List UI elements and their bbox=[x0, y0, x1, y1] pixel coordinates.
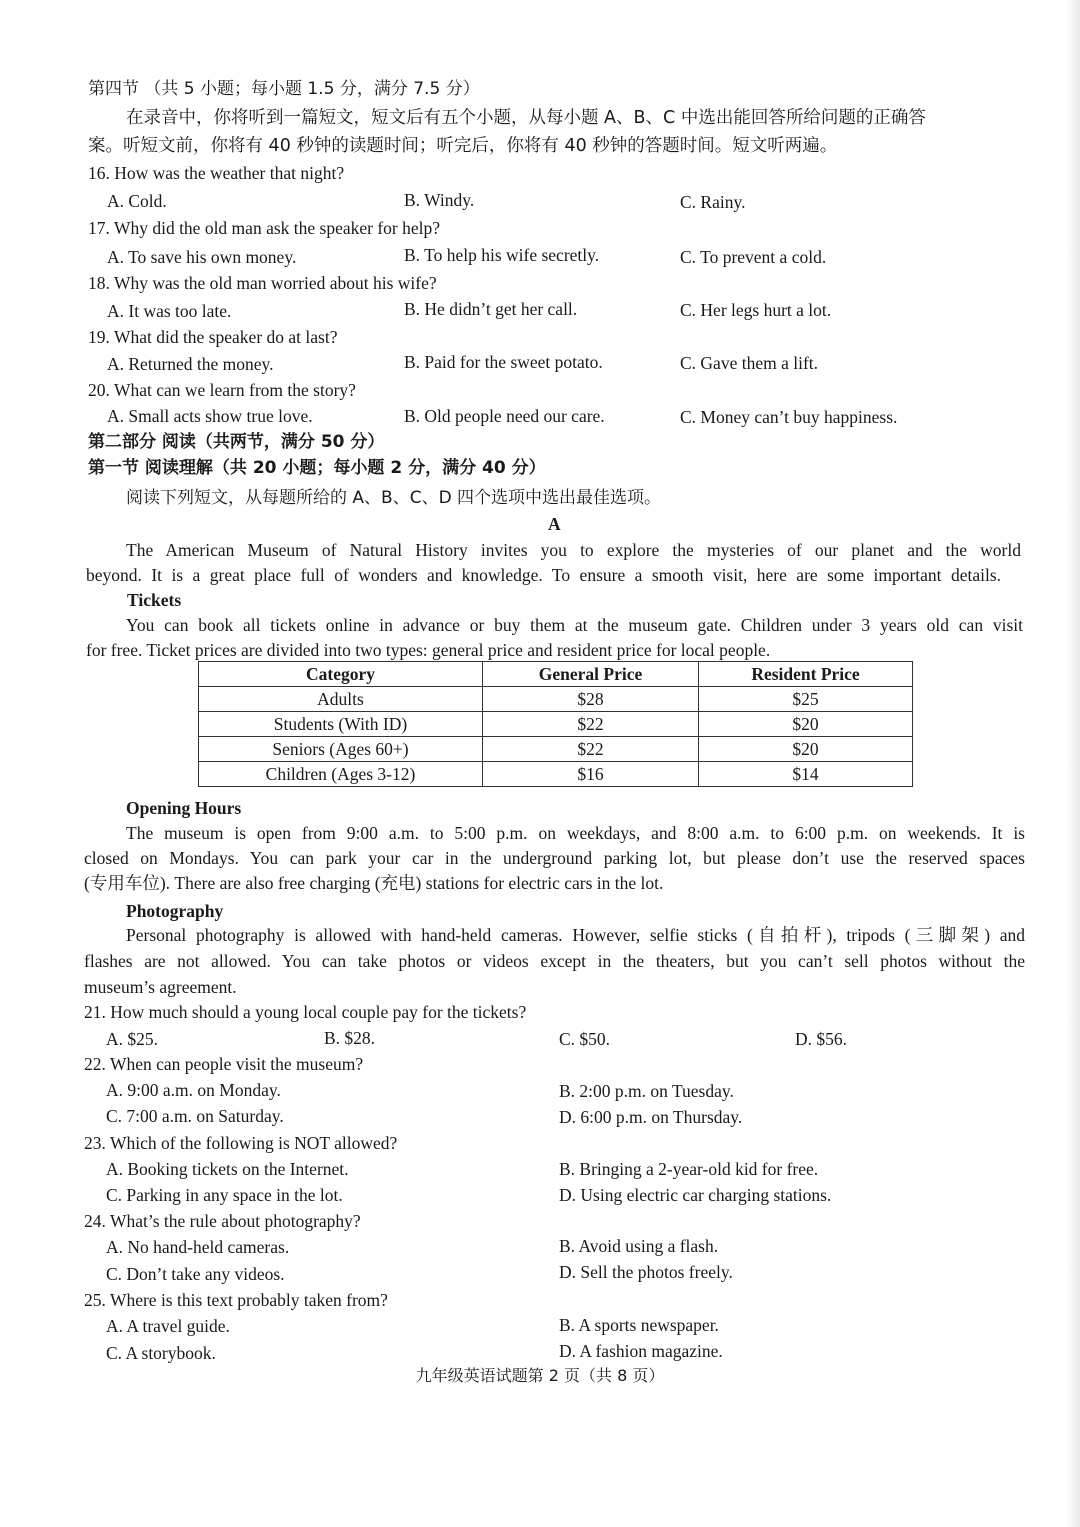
q18-option-c[interactable]: C. Her legs hurt a lot. bbox=[680, 300, 832, 320]
cell-general-price: $22 bbox=[483, 737, 699, 762]
question-22 bbox=[84, 1051, 363, 1077]
q25-option-b[interactable]: B. A sports newspaper. bbox=[559, 1315, 719, 1335]
q24-option-a[interactable]: A. No hand-held cameras. bbox=[106, 1237, 290, 1257]
q18-option-b[interactable]: B. He didn’t get her call. bbox=[404, 299, 578, 319]
table-row bbox=[199, 762, 913, 787]
table-row bbox=[199, 687, 913, 712]
intro-line2: beyond. It is a great place full of wonders and knowledge. To ensure a smooth visit, here are some important details. bbox=[86, 565, 1001, 585]
cell-resident-price: $20 bbox=[699, 712, 913, 737]
cell-category: Students (With ID) bbox=[199, 712, 483, 737]
passage-label: A bbox=[548, 514, 561, 534]
question-text: Why did the old man ask the speaker for help? bbox=[113, 218, 441, 238]
question-text: Why was the old man worried about his wife? bbox=[113, 273, 437, 293]
intro-line1: The American Museum of Natural History invites you to explore the mysteries of our planet and the world bbox=[126, 540, 1021, 560]
q17-option-a[interactable]: A. To save his own money. bbox=[107, 247, 297, 267]
q21-option-a[interactable]: A. $25. bbox=[106, 1029, 159, 1049]
cell-category: Children (Ages 3-12) bbox=[199, 762, 483, 787]
q22-option-b[interactable]: B. 2:00 p.m. on Tuesday. bbox=[559, 1081, 734, 1101]
question-23 bbox=[84, 1130, 397, 1156]
table-row bbox=[199, 712, 913, 737]
question-24 bbox=[84, 1208, 361, 1234]
hours-heading: Opening Hours bbox=[126, 798, 242, 818]
q22-option-c[interactable]: C. 7:00 a.m. on Saturday. bbox=[106, 1106, 284, 1126]
question-18 bbox=[88, 270, 437, 296]
cell-general-price: $22 bbox=[483, 712, 699, 737]
listening-instructions-line1: 在录音中，你将听到一篇短文，短文后有五个小题，从每小题 A、B、C 中选出能回答所给问题的正确答 bbox=[126, 108, 926, 128]
photo-line1: Personal photography is allowed with hand-held cameras. However, selfie sticks (自拍杆), tripods (三脚架) and bbox=[126, 925, 1025, 945]
cell-resident-price: $14 bbox=[699, 762, 913, 787]
question-number: 21. bbox=[84, 1002, 106, 1022]
cell-category: Seniors (Ages 60+) bbox=[199, 737, 483, 762]
question-number: 24. bbox=[84, 1211, 106, 1231]
q24-option-c[interactable]: C. Don’t take any videos. bbox=[106, 1264, 285, 1284]
question-text: What can we learn from the story? bbox=[113, 380, 356, 400]
q24-option-d[interactable]: D. Sell the photos freely. bbox=[559, 1262, 733, 1282]
q22-option-a[interactable]: A. 9:00 a.m. on Monday. bbox=[106, 1080, 281, 1100]
question-text: What’s the rule about photography? bbox=[109, 1211, 361, 1231]
question-number: 16. bbox=[88, 163, 110, 183]
cell-general-price: $16 bbox=[483, 762, 699, 787]
q20-option-b[interactable]: B. Old people need our care. bbox=[404, 406, 605, 426]
q19-option-c[interactable]: C. Gave them a lift. bbox=[680, 353, 819, 373]
tickets-line1: You can book all tickets online in advance or buy them at the museum gate. Children under 3 years old can visit bbox=[126, 615, 1023, 635]
table-row bbox=[199, 737, 913, 762]
question-number: 23. bbox=[84, 1133, 106, 1153]
listening-section-title: 第四节 （共 5 小题；每小题 1.5 分，满分 7.5 分） bbox=[88, 79, 480, 99]
question-number: 22. bbox=[84, 1054, 106, 1074]
q20-option-a[interactable]: A. Small acts show true love. bbox=[107, 406, 313, 426]
page-footer: 九年级英语试题第 2 页（共 8 页） bbox=[415, 1366, 665, 1385]
reading-instructions: 阅读下列短文，从每题所给的 A、B、C、D 四个选项中选出最佳选项。 bbox=[126, 488, 662, 508]
scan-edge-shadow bbox=[1066, 0, 1080, 1527]
question-number: 18. bbox=[88, 273, 110, 293]
q23-option-a[interactable]: A. Booking tickets on the Internet. bbox=[106, 1159, 349, 1179]
hours-line1: The museum is open from 9:00 a.m. to 5:00 p.m. on weekdays, and 8:00 a.m. to 6:00 p.m. on weekends. It is bbox=[126, 823, 1025, 843]
question-text: When can people visit the museum? bbox=[109, 1054, 364, 1074]
hours-line3: (专用车位). There are also free charging (充电) stations for electric cars in the lot. bbox=[84, 873, 664, 893]
question-21 bbox=[84, 999, 526, 1025]
reading-part-title: 第二部分 阅读（共两节，满分 50 分） bbox=[88, 432, 385, 452]
question-text: How was the weather that night? bbox=[114, 163, 345, 183]
q22-option-d[interactable]: D. 6:00 p.m. on Thursday. bbox=[559, 1107, 743, 1127]
q16-option-b[interactable]: B. Windy. bbox=[404, 190, 475, 210]
ticket-price-table bbox=[198, 661, 913, 787]
header-resident-price: Resident Price bbox=[699, 662, 913, 687]
q23-option-c[interactable]: C. Parking in any space in the lot. bbox=[106, 1185, 343, 1205]
cell-general-price: $28 bbox=[483, 687, 699, 712]
q21-option-d[interactable]: D. $56. bbox=[795, 1029, 848, 1049]
question-text: Where is this text probably taken from? bbox=[109, 1290, 388, 1310]
cell-category: Adults bbox=[199, 687, 483, 712]
hours-line2: closed on Mondays. You can park your car in the underground parking lot, but please don’t use the reserved spaces bbox=[84, 848, 1025, 868]
tickets-heading: Tickets bbox=[127, 590, 182, 610]
header-general-price: General Price bbox=[483, 662, 699, 687]
q20-option-c[interactable]: C. Money can’t buy happiness. bbox=[680, 407, 898, 427]
q25-option-d[interactable]: D. A fashion magazine. bbox=[559, 1341, 723, 1361]
q16-option-c[interactable]: C. Rainy. bbox=[680, 192, 746, 212]
q25-option-a[interactable]: A. A travel guide. bbox=[106, 1316, 230, 1336]
q17-option-b[interactable]: B. To help his wife secretly. bbox=[404, 245, 600, 265]
question-19 bbox=[88, 324, 337, 350]
photo-line3: museum’s agreement. bbox=[84, 977, 237, 997]
q16-option-a[interactable]: A. Cold. bbox=[107, 191, 167, 211]
reading-section-title: 第一节 阅读理解（共 20 小题；每小题 2 分，满分 40 分） bbox=[88, 458, 546, 478]
q25-option-c[interactable]: C. A storybook. bbox=[106, 1343, 216, 1363]
q17-option-c[interactable]: C. To prevent a cold. bbox=[680, 247, 827, 267]
question-16 bbox=[88, 160, 344, 186]
table-header-row bbox=[199, 662, 913, 687]
header-category: Category bbox=[199, 662, 483, 687]
question-number: 25. bbox=[84, 1290, 106, 1310]
cell-resident-price: $25 bbox=[699, 687, 913, 712]
tickets-line2: for free. Ticket prices are divided into two types: general price and resident price for local people. bbox=[86, 640, 771, 660]
q24-option-b[interactable]: B. Avoid using a flash. bbox=[559, 1236, 719, 1256]
question-text: Which of the following is NOT allowed? bbox=[109, 1133, 398, 1153]
q21-option-c[interactable]: C. $50. bbox=[559, 1029, 611, 1049]
q18-option-a[interactable]: A. It was too late. bbox=[107, 301, 232, 321]
question-number: 19. bbox=[88, 327, 110, 347]
listening-instructions-line2: 案。听短文前，你将有 40 秒钟的读题时间；听完后，你将有 40 秒钟的答题时间。短文听两遍。 bbox=[88, 136, 838, 156]
photo-heading: Photography bbox=[126, 901, 224, 921]
cell-resident-price: $20 bbox=[699, 737, 913, 762]
q19-option-a[interactable]: A. Returned the money. bbox=[107, 354, 274, 374]
question-text: What did the speaker do at last? bbox=[113, 327, 338, 347]
question-25 bbox=[84, 1287, 388, 1313]
question-number: 20. bbox=[88, 380, 110, 400]
photo-line2: flashes are not allowed. You can take photos or videos except in the theaters, but you can’t sell photos without the bbox=[84, 951, 1025, 971]
question-number: 17. bbox=[88, 218, 110, 238]
q19-option-b[interactable]: B. Paid for the sweet potato. bbox=[404, 352, 603, 372]
q21-option-b[interactable]: B. $28. bbox=[324, 1028, 376, 1048]
q23-option-d[interactable]: D. Using electric car charging stations. bbox=[559, 1185, 832, 1205]
q23-option-b[interactable]: B. Bringing a 2-year-old kid for free. bbox=[559, 1159, 819, 1179]
question-text: How much should a young local couple pay for the tickets? bbox=[110, 1002, 527, 1022]
question-20 bbox=[88, 377, 356, 403]
question-17 bbox=[88, 215, 440, 241]
